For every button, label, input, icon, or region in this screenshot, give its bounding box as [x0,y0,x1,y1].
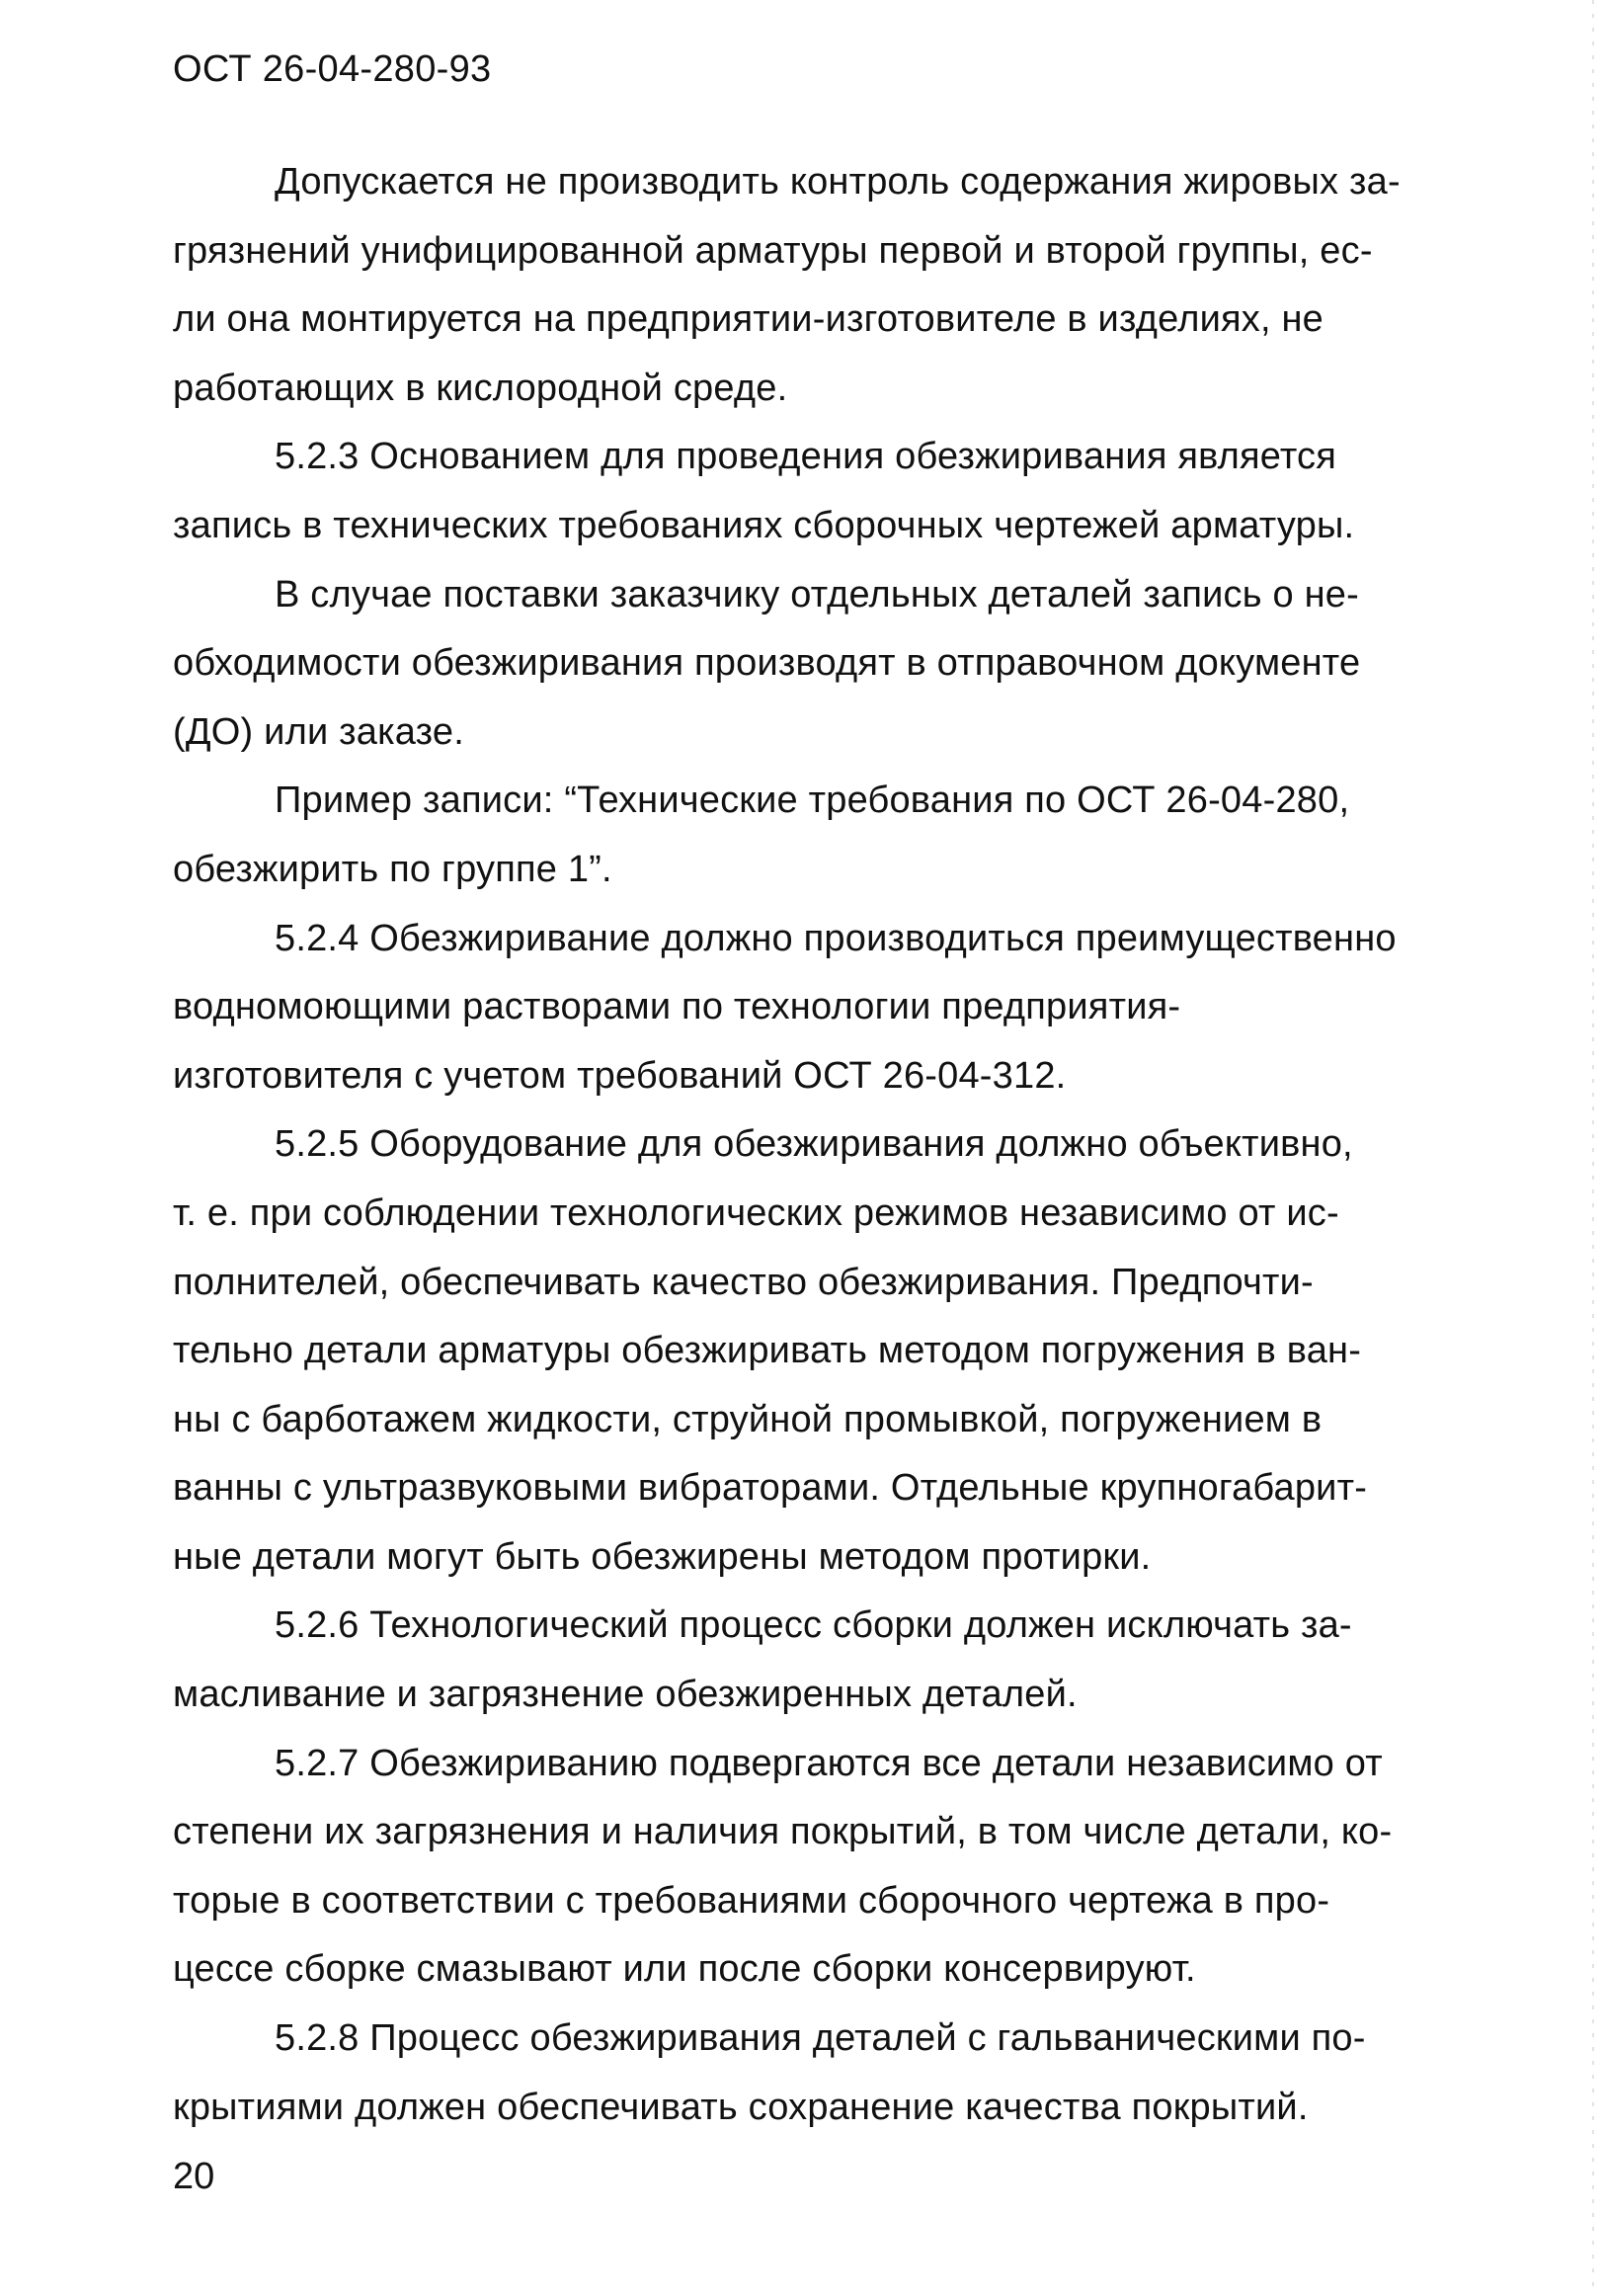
paragraph-5-2-7: 5.2.7 Обезжириванию подвергаются все детали независимо от степени их загрязнения и наличия покрытий, в том числе детали, ко- торые в соответствии с требованиями сборочного чертежа в про- цессе сборке смазывают или после сборки консервируют. [173,1742,1393,1991]
page-number: 20 [173,2156,215,2197]
scan-edge-mark [1592,0,1594,2296]
paragraph-5-2-8: 5.2.8 Процесс обезжиривания деталей с гальваническими по- крытиями должен обеспечивать сохранение качества покрытий. [173,2017,1366,2128]
paragraph-record-example: Пример записи: “Технические требования по ОСТ 26-04-280, обезжирить по группе 1”. [173,779,1350,890]
paragraph-5-2-4: 5.2.4 Обезжиривание должно производиться преимущественно водномоющими растворами по технологии предприятия- изготовителя с учетом требований ОСТ 26-04-312. [173,917,1397,1097]
paragraph-5-2-6: 5.2.6 Технологический процесс сборки должен исключать за- масливание и загрязнение обезжиренных деталей. [173,1604,1352,1716]
paragraph-delivery-of-parts: В случае поставки заказчику отдельных деталей запись о не- обходимости обезжиривания производят в отправочном документе (ДО) или заказе. [173,573,1361,753]
paragraph-5-2-5: 5.2.5 Оборудование для обезжиривания должно объективно, т. е. при соблюдении технологических режимов независимо от ис- полнителей, обеспечивать качество обезжиривания. Предпочти- тельно детали арматуры обезжиривать методом погружения в ван- ны с барботажем жидкости, струйной промывкой, погружением в ванны с ультразвуковыми вибраторами. Отдельные крупногабарит- ные детали могут быть обезжирены методом протирки. [173,1123,1368,1578]
paragraph-fat-contamination-exemption: Допускается не производить контроль содержания жировых за- грязнений унифицированной арматуры первой и второй группы, ес- ли она монтируется на предприятии-изготовителе в изделиях, не работающих в кислородной среде. [173,161,1401,409]
document-body [173,148,1445,2142]
document-code-header: ОСТ 26-04-280-93 [173,48,492,90]
paragraph-5-2-3: 5.2.3 Основанием для проведения обезжиривания является запись в технических требованиях сборочных чертежей арматуры. [173,436,1355,546]
